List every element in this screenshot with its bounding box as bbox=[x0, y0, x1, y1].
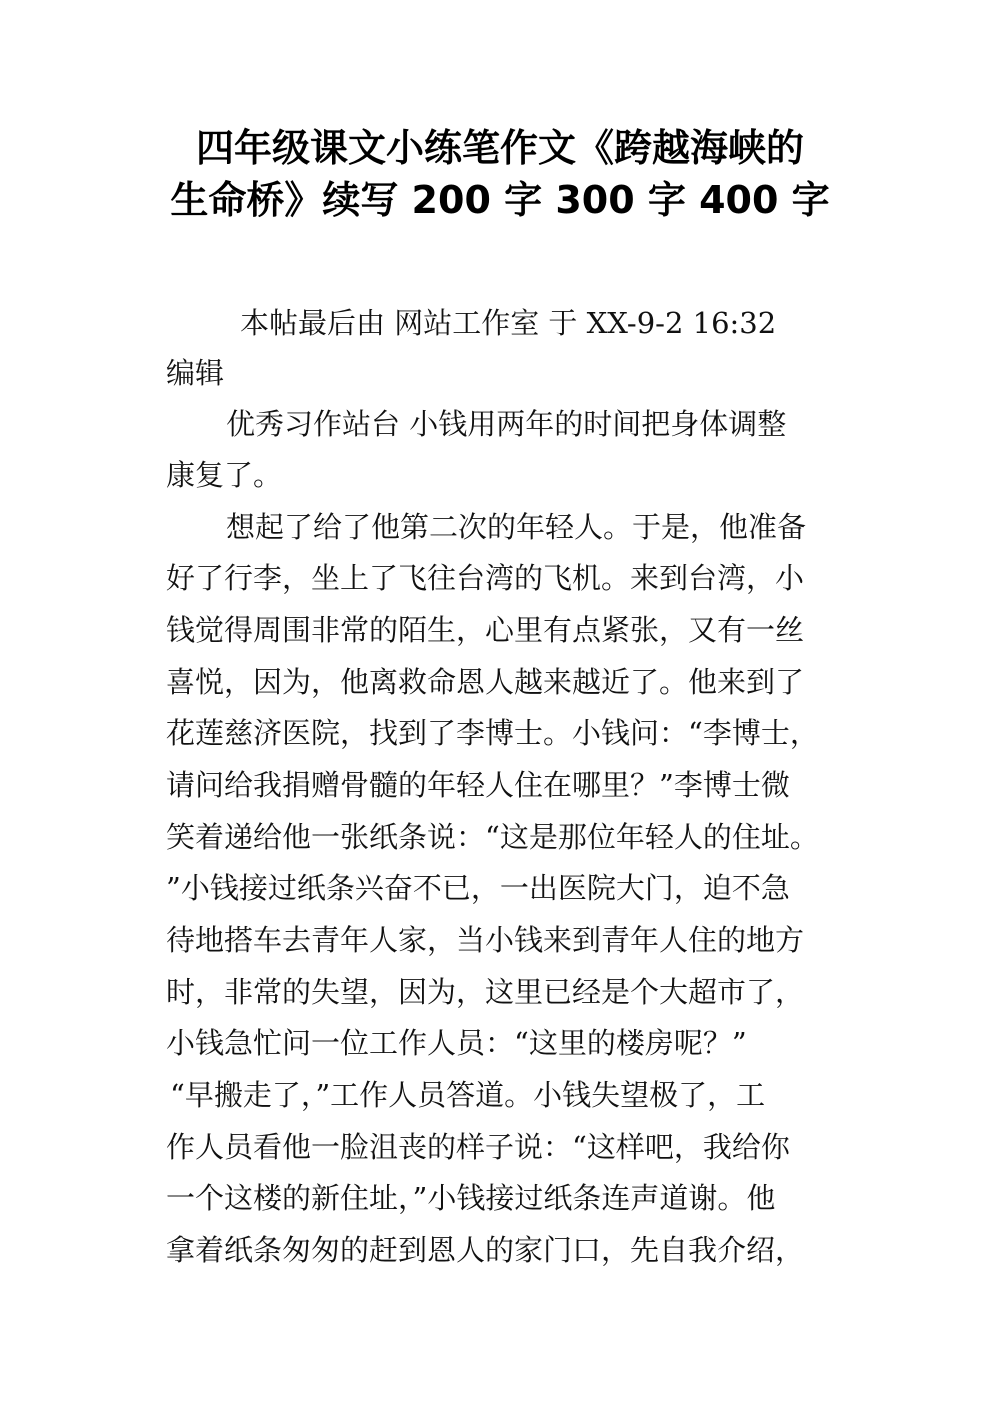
paragraph-2-line-15: 拿着纸条匆匆的赶到恩人的家门口，先自我介绍， bbox=[166, 1233, 805, 1267]
paragraph-2-line-4: 喜悦，因为，他离救命恩人越来越近了。他来到了 bbox=[166, 665, 805, 699]
paragraph-1-line-1: 优秀习作站台 小钱用两年的时间把身体调整 bbox=[226, 407, 787, 441]
edit-note-line-2: 编辑 bbox=[166, 356, 225, 390]
paragraph-2-line-3: 钱觉得周围非常的陌生，心里有点紧张，又有一丝 bbox=[166, 613, 805, 647]
paragraph-2-line-1: 想起了给了他第二次的年轻人。于是，他准备 bbox=[226, 510, 807, 544]
paragraph-2-line-6: 请问给我捐赠骨髓的年轻人住在哪里？”李博士微 bbox=[166, 768, 790, 802]
paragraph-2-line-5: 花莲慈济医院，找到了李博士。小钱问：“李博士， bbox=[166, 716, 819, 750]
document-title-line-1: 四年级课文小练笔作文《跨越海峡的 bbox=[195, 126, 804, 170]
paragraph-2-line-13: 作人员看他一脸沮丧的样子说：“这样吧，我给你 bbox=[166, 1130, 790, 1164]
paragraph-2-line-11: 小钱急忙问一位工作人员：“这里的楼房呢？” bbox=[166, 1026, 747, 1060]
paragraph-2-line-10: 时，非常的失望，因为，这里已经是个大超市了， bbox=[166, 975, 805, 1009]
paragraph-2-line-12: “早搬走了，”工作人员答道。小钱失望极了，工 bbox=[170, 1078, 766, 1112]
paragraph-2-line-8: ”小钱接过纸条兴奋不已，一出医院大门，迫不急 bbox=[166, 871, 790, 905]
document-title-line-2: 生命桥》续写 200 字 300 字 400 字 bbox=[170, 178, 830, 222]
edit-note-line-1: 本帖最后由 网站工作室 于 XX-9-2 16:32 bbox=[240, 306, 777, 340]
paragraph-2-line-14: 一个这楼的新住址，”小钱接过纸条连声道谢。他 bbox=[166, 1181, 776, 1215]
paragraph-1-line-2: 康复了。 bbox=[166, 458, 283, 492]
paragraph-2-line-2: 好了行李，坐上了飞往台湾的飞机。来到台湾，小 bbox=[166, 561, 805, 595]
paragraph-2-line-9: 待地搭车去青年人家，当小钱来到青年人住的地方 bbox=[166, 923, 805, 957]
paragraph-2-line-7: 笑着递给他一张纸条说：“这是那位年轻人的住址。 bbox=[166, 820, 819, 854]
